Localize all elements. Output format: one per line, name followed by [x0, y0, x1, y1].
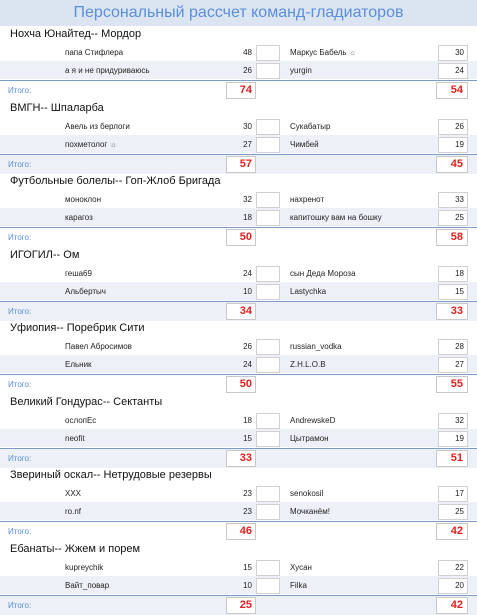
player-row	[0, 282, 477, 300]
player-row	[0, 484, 477, 502]
player2-name: russian_vodka	[290, 342, 342, 351]
player1-name: папа Стифлера	[65, 48, 124, 57]
team2-total: 58	[450, 231, 463, 243]
player1-score: 15	[243, 433, 252, 443]
match-title: ВМГН-- Шпаларба	[10, 101, 104, 114]
player1-score: 15	[243, 562, 252, 572]
player1-score: 26	[243, 66, 252, 75]
player-row	[0, 429, 477, 447]
match-title: Футбольные болелы-- Гоп-Жлоб Бригада	[10, 175, 221, 187]
team2-total: 45	[450, 157, 463, 170]
player-row	[0, 355, 477, 373]
total-label: Итого:	[8, 306, 32, 316]
match-title: Уфиопия-- Поребрик Сити	[10, 322, 145, 334]
player2-name: Чимбей	[290, 139, 319, 149]
total-row	[0, 521, 477, 541]
player2-score: 18	[455, 268, 464, 278]
total-label: Итого:	[8, 527, 32, 536]
player2-name: AndrewskeD	[290, 415, 336, 425]
player2-score: 26	[455, 121, 464, 131]
match-block	[0, 542, 477, 615]
player2-score: 25	[455, 213, 464, 222]
team1-total: 50	[239, 378, 252, 390]
total-label: Итого:	[8, 600, 32, 610]
match-block	[0, 174, 477, 247]
player2-name: Мочканём!	[290, 507, 330, 516]
player1-name: Ельник	[65, 360, 92, 369]
score-cell-left	[256, 560, 280, 576]
player1-name: ro.nf	[65, 507, 82, 516]
player-row	[0, 190, 477, 208]
score-cell-left	[256, 266, 280, 282]
team1-total: 46	[239, 525, 252, 537]
score-cell-left	[256, 431, 280, 447]
player1-name: карагоз	[65, 213, 93, 222]
player1-name: Альбертыч	[65, 286, 106, 296]
team1-total: 50	[239, 231, 252, 243]
score-cell-left	[256, 413, 280, 429]
player1-name: ослопЕс	[65, 415, 97, 425]
player2-name: Z.H.L.O.B	[290, 360, 326, 369]
total-row	[0, 301, 477, 321]
total-label: Итого:	[8, 86, 32, 95]
player1-score: 18	[243, 415, 252, 425]
match-title: Нохча Юнайтед-- Мордор	[10, 28, 142, 40]
player2-name: Маркус Бабель ☼	[290, 48, 357, 57]
match-block	[0, 248, 477, 321]
player1-name: kupreychik	[65, 562, 104, 572]
player2-name: senokosil	[290, 489, 324, 498]
player2-score: 32	[455, 415, 464, 425]
player1-name: Павел Абросимов	[65, 342, 132, 351]
total-label: Итого:	[8, 453, 32, 463]
match-block	[0, 395, 477, 468]
player-row	[0, 135, 477, 153]
team1-total: 57	[239, 157, 252, 170]
player-row	[0, 208, 477, 226]
player2-name: Lastychka	[290, 286, 327, 296]
player1-name: а я и не придуриваюсь	[65, 66, 150, 75]
score-cell-left	[256, 192, 280, 208]
player2-score: 20	[455, 580, 464, 590]
player1-name: моноклон	[65, 195, 102, 204]
match-block	[0, 101, 477, 174]
score-cell-left	[256, 504, 280, 520]
score-cell-left	[256, 63, 280, 79]
team2-total: 54	[450, 84, 463, 96]
sun-icon: ☼	[346, 48, 357, 57]
player2-name: Сукабатыр	[290, 121, 331, 131]
player1-score: 48	[243, 48, 252, 57]
score-cell-left	[256, 357, 280, 373]
player1-score: 10	[243, 286, 252, 296]
player2-name: капитошку вам на бошку	[290, 213, 382, 222]
player-row	[0, 502, 477, 520]
player1-score: 32	[243, 195, 252, 204]
player-row	[0, 411, 477, 429]
total-row	[0, 154, 477, 174]
player1-score: 26	[243, 342, 252, 351]
team2-total: 42	[450, 598, 463, 611]
score-cell-left	[256, 119, 280, 135]
player-row	[0, 337, 477, 355]
player1-score: 23	[243, 507, 252, 516]
player1-score: 23	[243, 489, 252, 498]
player2-score: 19	[455, 433, 464, 443]
total-row	[0, 374, 477, 394]
total-row	[0, 448, 477, 468]
match-title: Звериный оскал-- Нетрудовые резервы	[10, 469, 212, 481]
player-row	[0, 117, 477, 135]
team1-total: 74	[239, 84, 252, 96]
total-label: Итого:	[8, 233, 32, 242]
player-row	[0, 43, 477, 61]
score-cell-left	[256, 486, 280, 502]
total-label: Итого:	[8, 380, 32, 389]
total-row	[0, 80, 477, 100]
score-cell-left	[256, 284, 280, 300]
team2-total: 42	[450, 525, 463, 537]
player2-score: 19	[455, 139, 464, 149]
player2-name: Filka	[290, 580, 307, 590]
player1-score: 30	[243, 121, 252, 131]
player-row	[0, 558, 477, 576]
player2-score: 33	[455, 195, 464, 204]
player1-name: Авель из берлоги	[65, 121, 130, 131]
player2-score: 17	[455, 489, 464, 498]
player1-name: neofit	[65, 433, 85, 443]
team2-total: 51	[450, 451, 463, 464]
player2-name: сын Деда Мороза	[290, 268, 356, 278]
team1-total: 34	[239, 304, 252, 317]
player2-name: yurgin	[290, 66, 312, 75]
player2-name: нахренот	[290, 195, 325, 204]
score-cell-left	[256, 578, 280, 594]
player1-name: гешa69	[65, 268, 92, 278]
player2-score: 24	[455, 66, 464, 75]
sun-icon: ☼	[107, 139, 117, 149]
player2-name: Хусан	[290, 562, 312, 572]
match-title: Ебанаты-- Жжем и порем	[10, 542, 141, 555]
team2-total: 55	[450, 378, 463, 390]
team1-total: 33	[239, 451, 252, 464]
player2-score: 30	[455, 48, 464, 57]
player2-score: 22	[455, 562, 464, 572]
player1-score: 10	[243, 580, 252, 590]
player1-name: Вайт_повар	[65, 580, 110, 590]
player-row	[0, 61, 477, 79]
total-label: Итого:	[8, 159, 32, 169]
player2-score: 27	[455, 360, 464, 369]
player2-score: 28	[455, 342, 464, 351]
total-row	[0, 227, 477, 247]
player2-score: 25	[455, 507, 464, 516]
player1-score: 18	[243, 213, 252, 222]
player2-score: 15	[455, 286, 464, 296]
match-title: ИГОГИЛ-- Ом	[10, 248, 80, 261]
score-cell-left	[256, 45, 280, 61]
player1-score: 24	[243, 268, 252, 278]
player1-score: 24	[243, 360, 252, 369]
player-row	[0, 576, 477, 594]
match-block	[0, 468, 477, 541]
team1-total: 25	[239, 598, 252, 611]
player-row	[0, 264, 477, 282]
score-cell-left	[256, 137, 280, 153]
player1-name: XXX	[65, 489, 82, 498]
score-cell-left	[256, 339, 280, 355]
player1-name: похметолог ☼	[65, 139, 117, 149]
total-row	[0, 595, 477, 615]
match-block	[0, 27, 477, 100]
score-cell-left	[256, 210, 280, 226]
team2-total: 33	[450, 304, 463, 317]
match-title: Великий Гондурас-- Сектанты	[10, 395, 163, 408]
page-title: Персональный рассчет команд-гладиаторов	[0, 0, 477, 26]
match-block	[0, 321, 477, 394]
player1-score: 27	[243, 139, 252, 149]
player2-name: Цытрамон	[290, 433, 329, 443]
